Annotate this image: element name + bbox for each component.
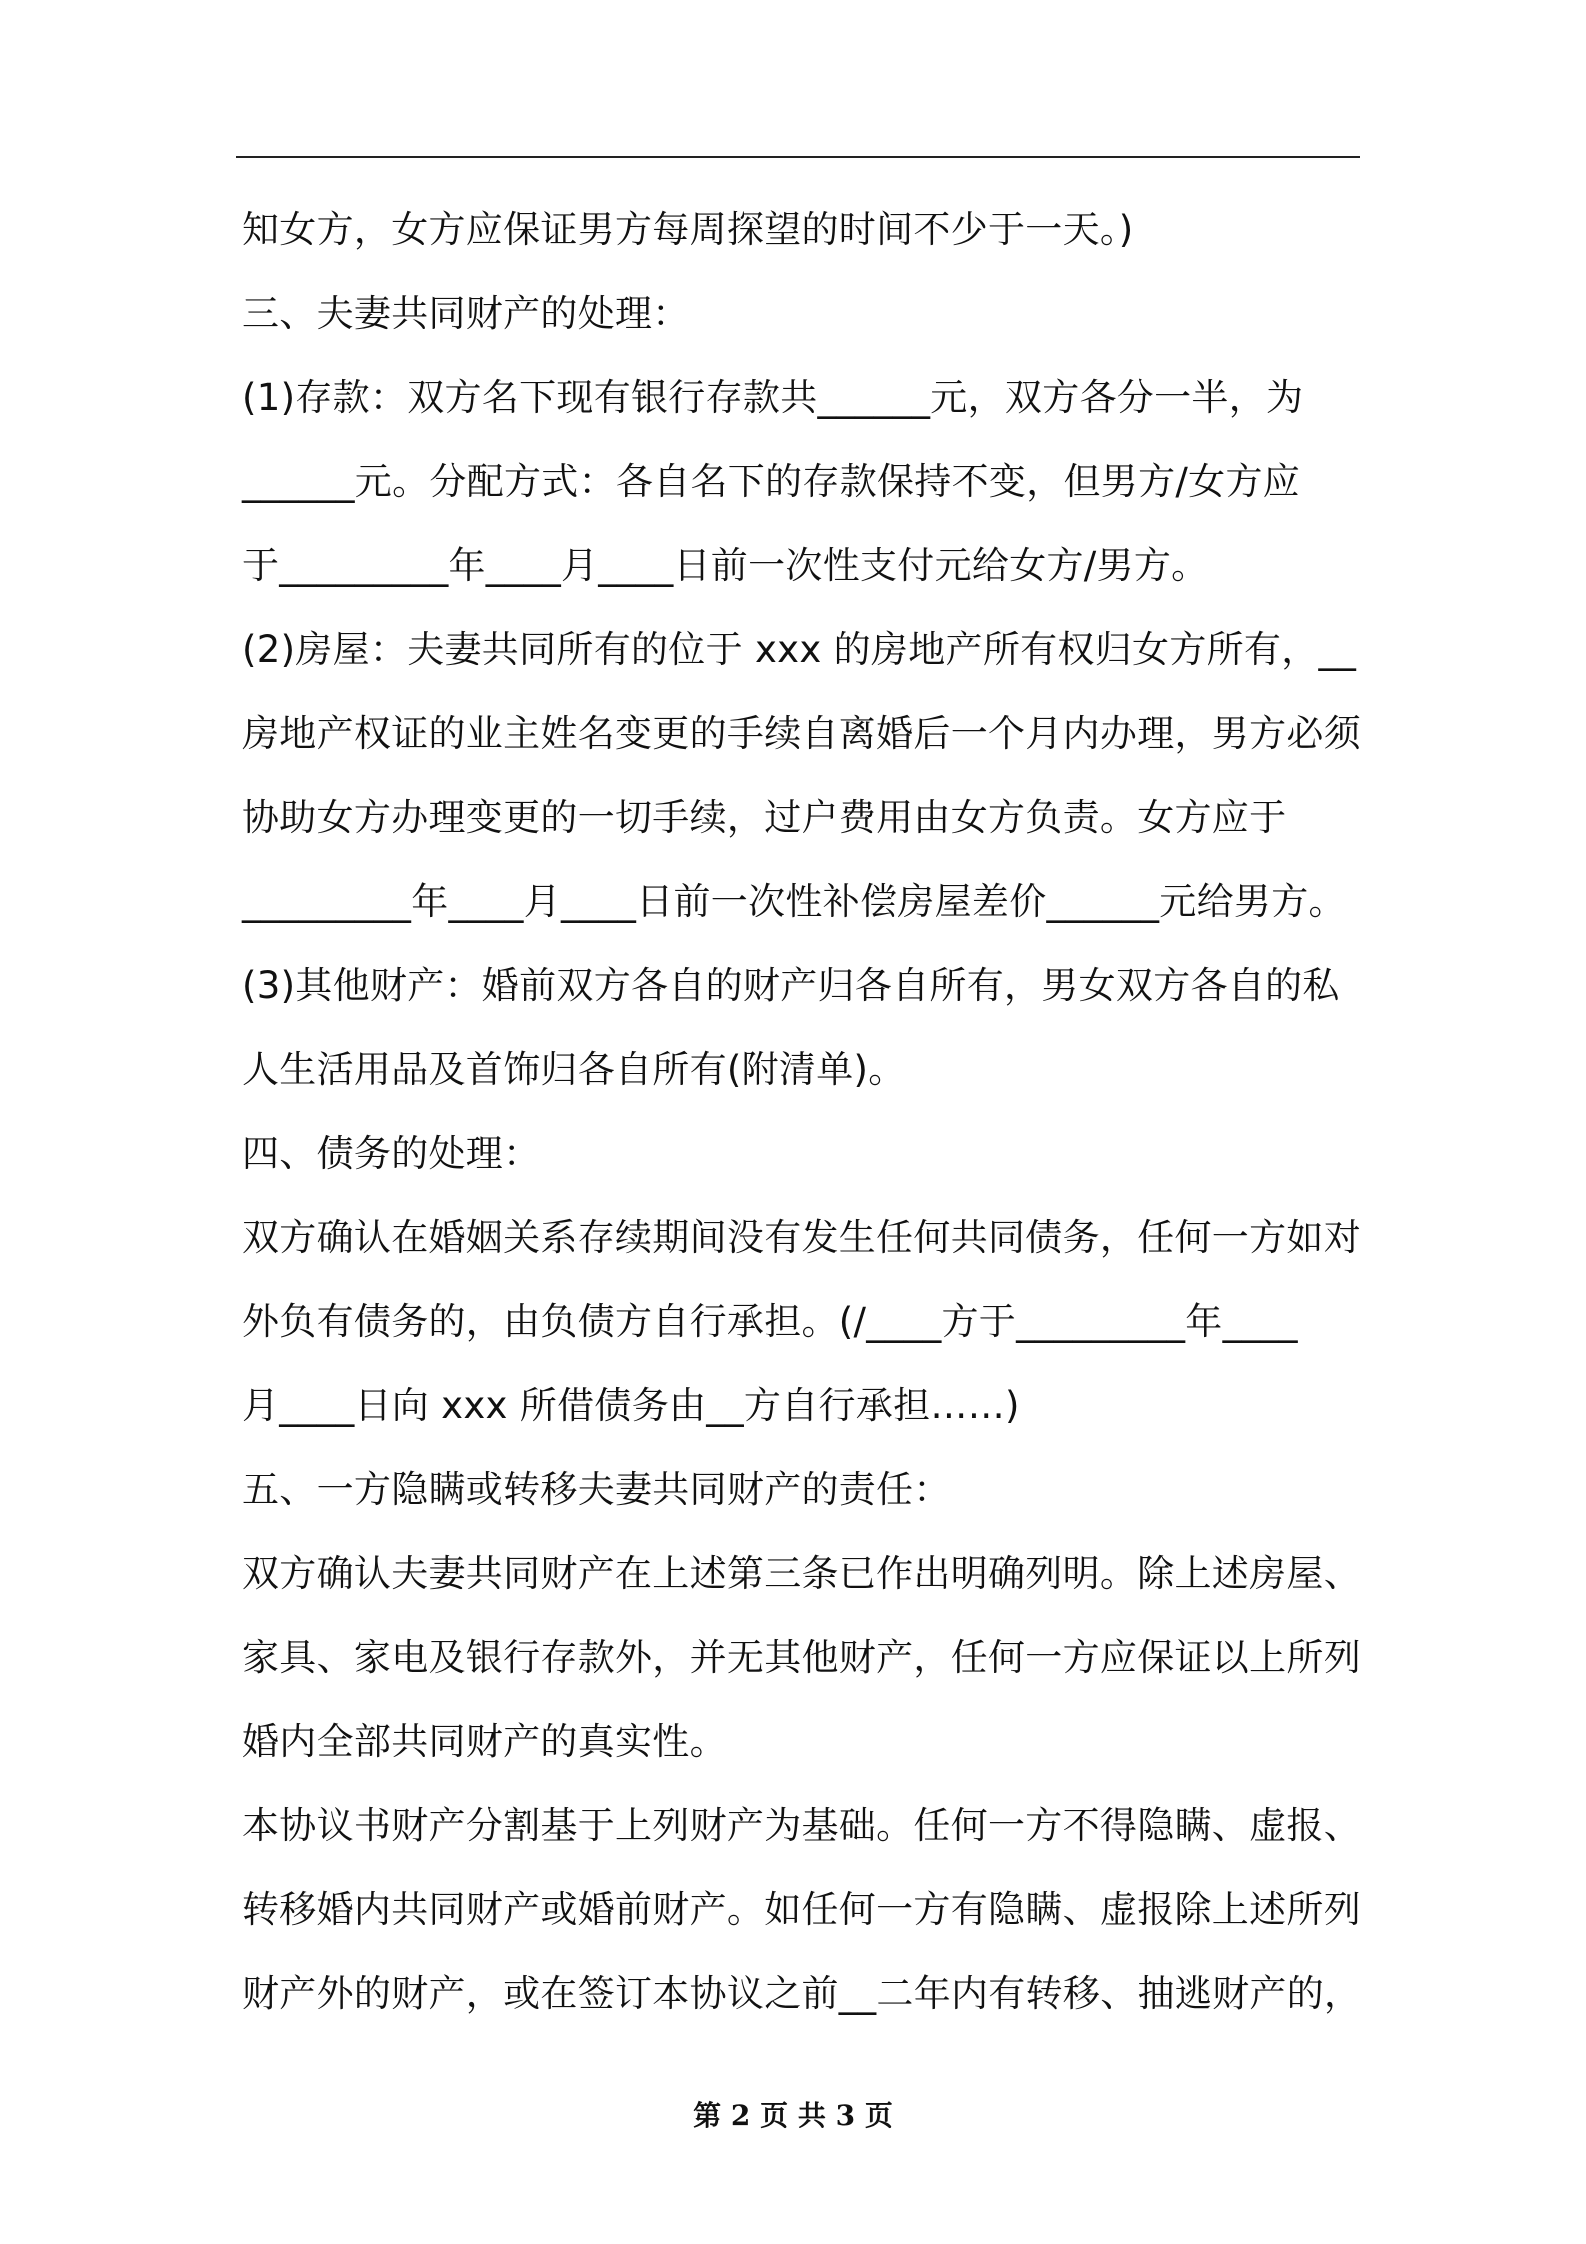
text-line: 家具、家电及银行存款外，并无其他财产，任何一方应保证以上所列 <box>242 1636 1361 1679</box>
text-line: 房地产权证的业主姓名变更的手续自离婚后一个月内办理，男方必须 <box>242 712 1361 755</box>
page-number: 第 2 页 共 3 页 <box>693 2099 893 2132</box>
text-line: 于_________年____月____日前一次性支付元给女方/男方。 <box>242 544 1209 587</box>
section-heading: 五、一方隐瞒或转移夫妻共同财产的责任： <box>242 1468 951 1511</box>
section-heading: 三、夫妻共同财产的处理： <box>242 292 690 335</box>
text-line: 转移婚内共同财产或婚前财产。如任何一方有隐瞒、虚报除上述所列 <box>242 1888 1361 1931</box>
text-line: (2)房屋：夫妻共同所有的位于 xxx 的房地产所有权归女方所有，__ <box>242 628 1357 671</box>
section-heading: 四、债务的处理： <box>242 1132 541 1175</box>
text-line: 月____日向 xxx 所借债务由__方自行承担……) <box>242 1384 1020 1427</box>
text-line: _________年____月____日前一次性补偿房屋差价______元给男方。 <box>242 880 1346 923</box>
text-line: 协助女方办理变更的一切手续，过户费用由女方负责。女方应于 <box>242 796 1287 839</box>
text-line: (1)存款：双方名下现有银行存款共______元，双方各分一半，为 <box>242 376 1304 419</box>
text-line: (3)其他财产：婚前双方各自的财产归各自所有，男女双方各自的私 <box>242 964 1340 1007</box>
text-line: 本协议书财产分割基于上列财产为基础。任何一方不得隐瞒、虚报、 <box>242 1804 1361 1847</box>
text-line: ______元。分配方式：各自名下的存款保持不变，但男方/女方应 <box>242 460 1301 503</box>
text-line: 外负有债务的，由负债方自行承担。(/____方于_________年____ <box>242 1300 1298 1343</box>
text-line: 婚内全部共同财产的真实性。 <box>242 1720 727 1763</box>
text-line: 人生活用品及首饰归各自所有(附清单)。 <box>242 1048 906 1091</box>
text-line: 财产外的财产，或在签订本协议之前__二年内有转移、抽逃财产的， <box>242 1972 1362 2015</box>
text-line: 双方确认夫妻共同财产在上述第三条已作出明确列明。除上述房屋、 <box>242 1552 1361 1595</box>
text-line: 知女方，女方应保证男方每周探望的时间不少于一天。) <box>242 208 1134 251</box>
header-divider <box>236 156 1360 158</box>
text-line: 双方确认在婚姻关系存续期间没有发生任何共同债务，任何一方如对 <box>242 1216 1361 1259</box>
